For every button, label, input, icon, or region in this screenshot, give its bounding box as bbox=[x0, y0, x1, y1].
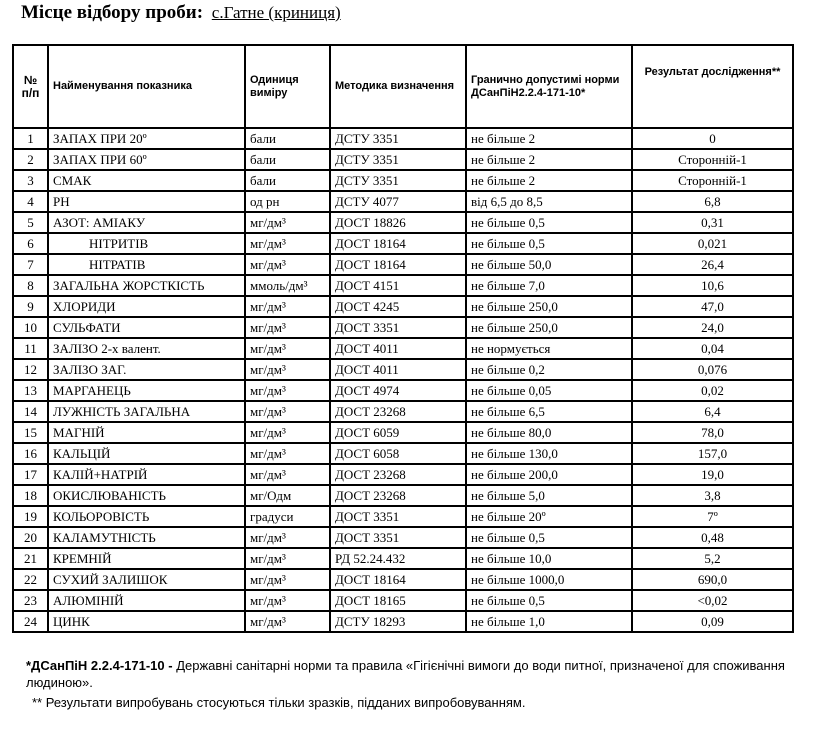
norm-cell: не більше 130,0 bbox=[466, 443, 632, 464]
indicator-name-cell: КРЕМНІЙ bbox=[48, 548, 245, 569]
indicator-name-cell: КАЛАМУТНІСТЬ bbox=[48, 527, 245, 548]
indicator-name-cell: НІТРАТІВ bbox=[48, 254, 245, 275]
row-number-cell: 3 bbox=[13, 170, 48, 191]
row-number-cell: 8 bbox=[13, 275, 48, 296]
result-cell: 47,0 bbox=[632, 296, 793, 317]
sample-location-value: с.Гатне (криниця) bbox=[211, 3, 341, 22]
result-cell: 10,6 bbox=[632, 275, 793, 296]
header-method: Методика визначення bbox=[330, 45, 466, 128]
table-row bbox=[13, 128, 793, 149]
result-cell: 690,0 bbox=[632, 569, 793, 590]
indicator-name-cell: ЗАПАХ ПРИ 20º bbox=[48, 128, 245, 149]
footnotes bbox=[26, 657, 806, 711]
indicator-name-cell: ОКИСЛЮВАНІСТЬ bbox=[48, 485, 245, 506]
unit-cell: бали bbox=[245, 170, 330, 191]
indicator-name-cell: КАЛІЙ+НАТРІЙ bbox=[48, 464, 245, 485]
result-cell: 78,0 bbox=[632, 422, 793, 443]
result-cell: 26,4 bbox=[632, 254, 793, 275]
unit-cell: мг/дм³ bbox=[245, 380, 330, 401]
unit-cell: мг/дм³ bbox=[245, 548, 330, 569]
table-row bbox=[13, 401, 793, 422]
indicator-name-cell: ЗАПАХ ПРИ 60º bbox=[48, 149, 245, 170]
method-cell: ДОСТ 18164 bbox=[330, 254, 466, 275]
table-row bbox=[13, 233, 793, 254]
method-cell: ДОСТ 18164 bbox=[330, 233, 466, 254]
norm-cell: не більше 1000,0 bbox=[466, 569, 632, 590]
method-cell: РД 52.24.432 bbox=[330, 548, 466, 569]
table-row bbox=[13, 590, 793, 611]
result-cell: 0,02 bbox=[632, 380, 793, 401]
row-number-cell: 10 bbox=[13, 317, 48, 338]
unit-cell: мг/дм³ bbox=[245, 296, 330, 317]
method-cell: ДОСТ 18164 bbox=[330, 569, 466, 590]
row-number-cell: 2 bbox=[13, 149, 48, 170]
table-row bbox=[13, 338, 793, 359]
result-cell: 6,4 bbox=[632, 401, 793, 422]
unit-cell: мг/Одм bbox=[245, 485, 330, 506]
result-cell: 5,2 bbox=[632, 548, 793, 569]
header-norm: Гранично допустимі норми ДСанПіН2.2.4-171-10* bbox=[466, 45, 632, 128]
norm-cell: не більше 1,0 bbox=[466, 611, 632, 632]
result-cell: Сторонній-1 bbox=[632, 149, 793, 170]
header-unit: Одиниця виміру bbox=[245, 45, 330, 128]
table-row bbox=[13, 212, 793, 233]
unit-cell: мг/дм³ bbox=[245, 590, 330, 611]
method-cell: ДОСТ 3351 bbox=[330, 317, 466, 338]
table-row bbox=[13, 464, 793, 485]
indicator-name-cell: ЦИНК bbox=[48, 611, 245, 632]
row-number-cell: 18 bbox=[13, 485, 48, 506]
footnote-results: ** Результати випробувань стосуються тільки зразків, підданих випробовуванням. bbox=[32, 695, 526, 710]
unit-cell: мг/дм³ bbox=[245, 254, 330, 275]
table-row bbox=[13, 317, 793, 338]
table-row bbox=[13, 254, 793, 275]
water-analysis-table bbox=[12, 44, 794, 633]
result-cell: 0 bbox=[632, 128, 793, 149]
indicator-name-cell: СМАК bbox=[48, 170, 245, 191]
row-number-cell: 14 bbox=[13, 401, 48, 422]
method-cell: ДОСТ 3351 bbox=[330, 527, 466, 548]
method-cell: ДОСТ 6058 bbox=[330, 443, 466, 464]
row-number-cell: 11 bbox=[13, 338, 48, 359]
norm-cell: не більше 0,05 bbox=[466, 380, 632, 401]
indicator-name-cell: АЛЮМІНІЙ bbox=[48, 590, 245, 611]
norm-cell: не більше 2 bbox=[466, 128, 632, 149]
unit-cell: градуси bbox=[245, 506, 330, 527]
norm-cell: від 6,5 до 8,5 bbox=[466, 191, 632, 212]
table-row bbox=[13, 506, 793, 527]
table-row bbox=[13, 170, 793, 191]
row-number-cell: 9 bbox=[13, 296, 48, 317]
unit-cell: мг/дм³ bbox=[245, 317, 330, 338]
result-cell: 0,04 bbox=[632, 338, 793, 359]
indicator-name-cell: НІТРИТІВ bbox=[48, 233, 245, 254]
method-cell: ДОСТ 23268 bbox=[330, 401, 466, 422]
result-cell: 0,31 bbox=[632, 212, 793, 233]
row-number-cell: 15 bbox=[13, 422, 48, 443]
indicator-name-cell: СУХИЙ ЗАЛИШОК bbox=[48, 569, 245, 590]
method-cell: ДСТУ 18293 bbox=[330, 611, 466, 632]
unit-cell: мг/дм³ bbox=[245, 464, 330, 485]
method-cell: ДОСТ 4011 bbox=[330, 359, 466, 380]
indicator-name-cell: СУЛЬФАТИ bbox=[48, 317, 245, 338]
unit-cell: ммоль/дм³ bbox=[245, 275, 330, 296]
result-cell: 0,076 bbox=[632, 359, 793, 380]
norm-cell: не більше 6,5 bbox=[466, 401, 632, 422]
norm-cell: не більше 200,0 bbox=[466, 464, 632, 485]
unit-cell: бали bbox=[245, 149, 330, 170]
footnote-norms-mark: *ДСанПіН 2.2.4-171-10 - bbox=[26, 658, 173, 673]
footnote-norms-text: Державні санітарні норми та правила «Гігієнічні вимоги до води питної, призначеної для споживання людиною». bbox=[26, 658, 785, 690]
row-number-cell: 7 bbox=[13, 254, 48, 275]
table-header-row bbox=[13, 45, 793, 128]
footnote-norms bbox=[26, 657, 806, 691]
unit-cell: мг/дм³ bbox=[245, 422, 330, 443]
method-cell: ДОСТ 4151 bbox=[330, 275, 466, 296]
header-indicator: Найменування показника bbox=[48, 45, 245, 128]
unit-cell: мг/дм³ bbox=[245, 233, 330, 254]
indicator-name-cell: МАГНІЙ bbox=[48, 422, 245, 443]
unit-cell: мг/дм³ bbox=[245, 401, 330, 422]
table-row bbox=[13, 527, 793, 548]
method-cell: ДОСТ 18165 bbox=[330, 590, 466, 611]
indicator-name-cell: ХЛОРИДИ bbox=[48, 296, 245, 317]
row-number-cell: 22 bbox=[13, 569, 48, 590]
method-cell: ДСТУ 3351 bbox=[330, 170, 466, 191]
result-cell: 3,8 bbox=[632, 485, 793, 506]
table-row bbox=[13, 569, 793, 590]
result-cell: Сторонній-1 bbox=[632, 170, 793, 191]
unit-cell: мг/дм³ bbox=[245, 359, 330, 380]
row-number-cell: 17 bbox=[13, 464, 48, 485]
method-cell: ДСТУ 3351 bbox=[330, 149, 466, 170]
norm-cell: не нормується bbox=[466, 338, 632, 359]
norm-cell: не більше 7,0 bbox=[466, 275, 632, 296]
row-number-cell: 5 bbox=[13, 212, 48, 233]
table-row bbox=[13, 443, 793, 464]
row-number-cell: 21 bbox=[13, 548, 48, 569]
unit-cell: мг/дм³ bbox=[245, 212, 330, 233]
unit-cell: мг/дм³ bbox=[245, 338, 330, 359]
method-cell: ДОСТ 23268 bbox=[330, 485, 466, 506]
table-row bbox=[13, 149, 793, 170]
norm-cell: не більше 50,0 bbox=[466, 254, 632, 275]
norm-cell: не більше 80,0 bbox=[466, 422, 632, 443]
norm-cell: не більше 10,0 bbox=[466, 548, 632, 569]
result-cell: 0,09 bbox=[632, 611, 793, 632]
norm-cell: не більше 0,2 bbox=[466, 359, 632, 380]
row-number-cell: 13 bbox=[13, 380, 48, 401]
row-number-cell: 6 bbox=[13, 233, 48, 254]
indicator-name-cell: КАЛЬЦІЙ bbox=[48, 443, 245, 464]
result-cell: 0,48 bbox=[632, 527, 793, 548]
method-cell: ДОСТ 4011 bbox=[330, 338, 466, 359]
norm-cell: не більше 5,0 bbox=[466, 485, 632, 506]
unit-cell: мг/дм³ bbox=[245, 443, 330, 464]
table-row bbox=[13, 548, 793, 569]
norm-cell: не більше 2 bbox=[466, 149, 632, 170]
norm-cell: не більше 0,5 bbox=[466, 527, 632, 548]
indicator-name-cell: ЗАГАЛЬНА ЖОРСТКІСТЬ bbox=[48, 275, 245, 296]
method-cell: ДОСТ 4974 bbox=[330, 380, 466, 401]
unit-cell: мг/дм³ bbox=[245, 569, 330, 590]
unit-cell: бали bbox=[245, 128, 330, 149]
table-row bbox=[13, 485, 793, 506]
sample-location-label: Місце відбору проби: bbox=[21, 2, 204, 23]
indicator-name-cell: PH bbox=[48, 191, 245, 212]
header-result: Результат дослідження** bbox=[632, 45, 793, 128]
row-number-cell: 1 bbox=[13, 128, 48, 149]
row-number-cell: 16 bbox=[13, 443, 48, 464]
method-cell: ДОСТ 18826 bbox=[330, 212, 466, 233]
row-number-cell: 23 bbox=[13, 590, 48, 611]
method-cell: ДОСТ 23268 bbox=[330, 464, 466, 485]
row-number-cell: 20 bbox=[13, 527, 48, 548]
result-cell: 19,0 bbox=[632, 464, 793, 485]
indicator-name-cell: МАРГАНЕЦЬ bbox=[48, 380, 245, 401]
indicator-name-cell: ЛУЖНІСТЬ ЗАГАЛЬНА bbox=[48, 401, 245, 422]
unit-cell: од рн bbox=[245, 191, 330, 212]
table-row bbox=[13, 296, 793, 317]
result-cell: <0,02 bbox=[632, 590, 793, 611]
unit-cell: мг/дм³ bbox=[245, 611, 330, 632]
row-number-cell: 19 bbox=[13, 506, 48, 527]
norm-cell: не більше 250,0 bbox=[466, 296, 632, 317]
sample-location-title bbox=[21, 2, 341, 24]
unit-cell: мг/дм³ bbox=[245, 527, 330, 548]
indicator-name-cell: КОЛЬОРОВІСТЬ bbox=[48, 506, 245, 527]
method-cell: ДСТУ 3351 bbox=[330, 128, 466, 149]
result-cell: 24,0 bbox=[632, 317, 793, 338]
row-number-cell: 4 bbox=[13, 191, 48, 212]
norm-cell: не більше 20º bbox=[466, 506, 632, 527]
indicator-name-cell: ЗАЛІЗО 2-х валент. bbox=[48, 338, 245, 359]
norm-cell: не більше 2 bbox=[466, 170, 632, 191]
result-cell: 157,0 bbox=[632, 443, 793, 464]
table-row bbox=[13, 191, 793, 212]
row-number-cell: 24 bbox=[13, 611, 48, 632]
row-number-cell: 12 bbox=[13, 359, 48, 380]
method-cell: ДОСТ 6059 bbox=[330, 422, 466, 443]
norm-cell: не більше 0,5 bbox=[466, 233, 632, 254]
method-cell: ДСТУ 4077 bbox=[330, 191, 466, 212]
header-number: № п/п bbox=[13, 45, 48, 128]
norm-cell: не більше 250,0 bbox=[466, 317, 632, 338]
table-row bbox=[13, 359, 793, 380]
norm-cell: не більше 0,5 bbox=[466, 590, 632, 611]
table-row bbox=[13, 380, 793, 401]
indicator-name-cell: АЗОТ: АМІАКУ bbox=[48, 212, 245, 233]
table-row bbox=[13, 275, 793, 296]
indicator-name-cell: ЗАЛІЗО ЗАГ. bbox=[48, 359, 245, 380]
norm-cell: не більше 0,5 bbox=[466, 212, 632, 233]
result-cell: 7º bbox=[632, 506, 793, 527]
method-cell: ДОСТ 3351 bbox=[330, 506, 466, 527]
table-row bbox=[13, 422, 793, 443]
result-cell: 6,8 bbox=[632, 191, 793, 212]
result-cell: 0,021 bbox=[632, 233, 793, 254]
table-row bbox=[13, 611, 793, 632]
method-cell: ДОСТ 4245 bbox=[330, 296, 466, 317]
